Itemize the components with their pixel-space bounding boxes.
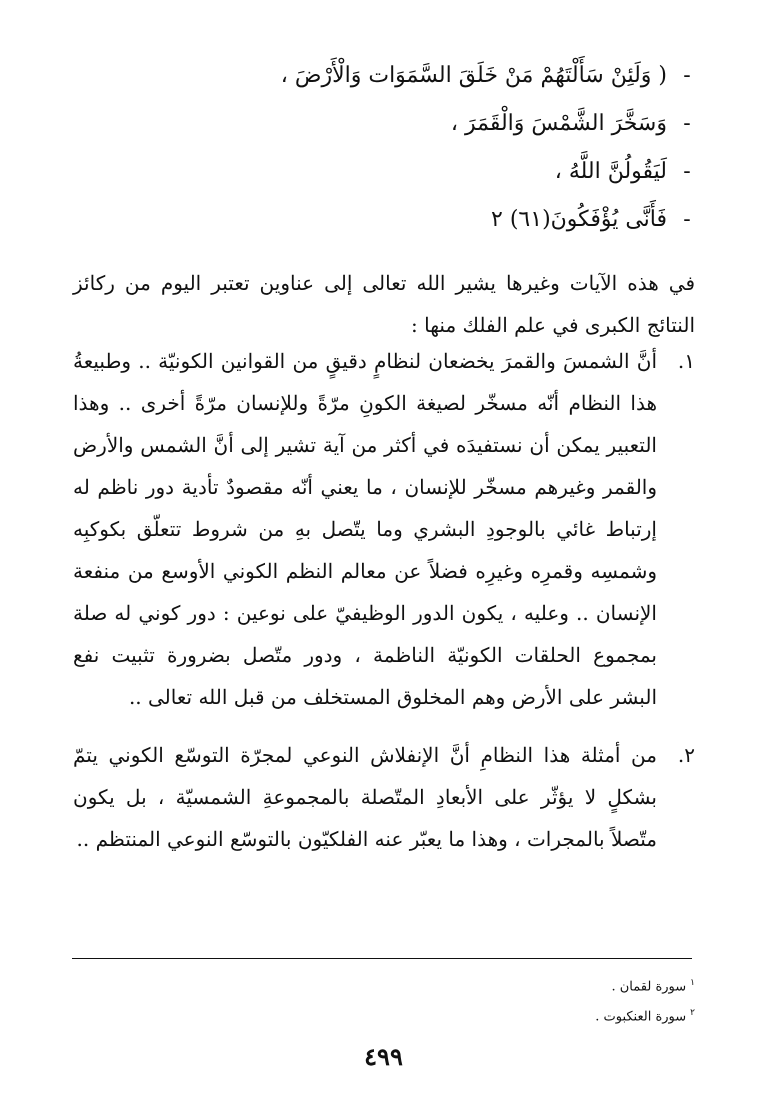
- verse-line: [147, 100, 707, 148]
- footnotes: [75, 970, 695, 1031]
- footnote-mark: ٢: [690, 1008, 695, 1019]
- verse-text: وَسَخَّرَ الشَّمْسَ وَالْقَمَرَ ،: [450, 111, 667, 136]
- verse-text: فَأَنَّى يُؤْفَكُونَ(٦١) ٢: [491, 207, 667, 232]
- list-item: [73, 340, 695, 718]
- item-number: ٢.: [677, 743, 695, 767]
- footnote-mark: ١: [690, 978, 695, 988]
- page-number: ٤٩٩: [364, 1042, 403, 1071]
- item-text: من أمثلة هذا النظامِ أنَّ الإنفلاش النوعي لمجرّة التوسّع الكوني يتمّ بشكلٍ لا يؤثّر على الأبعادِ المتّصلة بالمجموعةِ الشمسيّة ، بل يكون متّصلاً بالمجرات ، وهذا ما يعبّر عنه الفلكيّون بالتوسّع النوعي المنتظم ..: [73, 743, 657, 851]
- verse-dash: -: [683, 207, 691, 232]
- footnote-divider: [72, 958, 692, 959]
- verse-dash: -: [683, 159, 691, 184]
- verse-line: [147, 148, 707, 196]
- list-item: [73, 734, 695, 860]
- footnote: [75, 970, 695, 1000]
- verse-dash: -: [683, 63, 691, 88]
- verse-line: [147, 196, 707, 244]
- footnote: [75, 1000, 695, 1030]
- footnote-text: سورة لقمان .: [611, 979, 687, 995]
- verse-text: ( وَلَئِنْ سَأَلْتَهُمْ مَنْ خَلَقَ السَّمَوَات وَالْأَرْضَ ،: [280, 63, 667, 88]
- footnote-text: سورة العنكبوت .: [595, 1009, 687, 1025]
- item-number: ١.: [677, 349, 695, 373]
- quran-verse-list: [147, 52, 707, 244]
- intro-paragraph: في هذه الآيات وغيرها يشير الله تعالى إلى عناوين تعتبر اليوم من ركائز النتائج الكبرى في علم الفلك منها :: [73, 271, 695, 337]
- verse-line: [147, 52, 707, 100]
- verse-text: لَيَقُولُنَّ اللَّهُ ،: [554, 159, 667, 184]
- numbered-list: [73, 340, 695, 860]
- verse-dash: -: [683, 111, 691, 136]
- item-text: أنَّ الشمسَ والقمرَ يخضعان لنظامٍ دقيقٍ من القوانين الكونيّة .. وطبيعةُ هذا النظام أنّه مسخّر لصيغة الكونِ مرّةً وللإنسان مرّةً أخرى .. وهذا التعبير يمكن أن نستفيدَه في أكثر من آية تشير إلى أنَّ الشمس والأرض والقمر وغيرهم مسخّر للإنسان ، ما يعني أنّه مقصودٌ تأدية دور ناظم له إرتباط غائي بالوجودِ البشري وما يتّصل بهِ من شروط تتعلّق بكوكبِه وشمسِه وقمرِه وغيرِه فضلاً عن معالم النظم الكوني الأوسع من منفعة الإنسان .. وعليه ، يكون الدور الوظيفيّ على نوعين : دور كوني له صلة بمجموع الحلقات الكونيّة الناظمة ، ودور متّصل بضرورة تثبيت نفع البشر على الأرض وهم المخلوق المستخلف من قبل الله تعالى ..: [73, 349, 657, 709]
